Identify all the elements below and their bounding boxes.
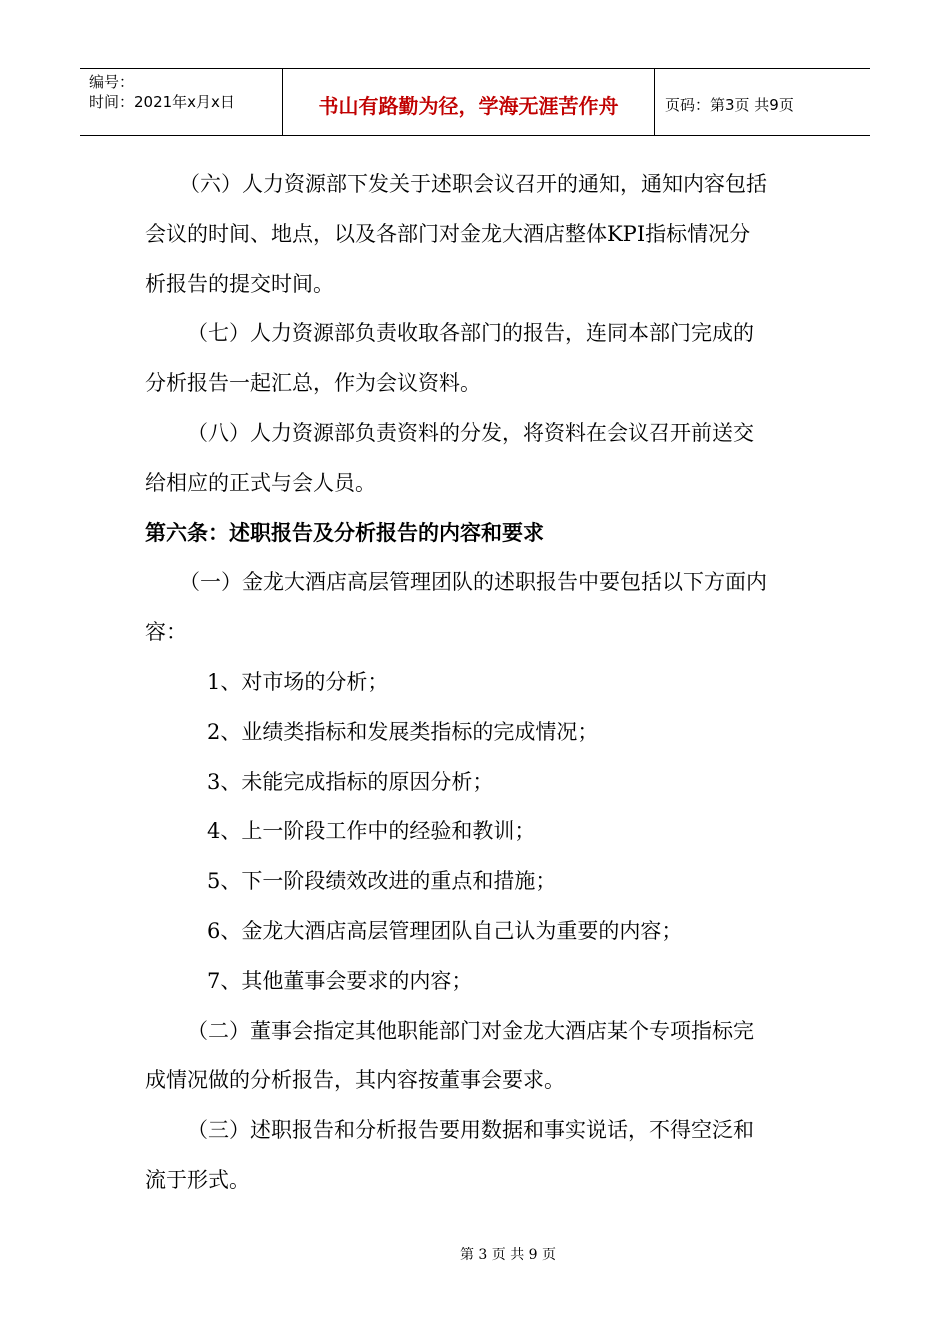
list-item: 5、下一阶段绩效改进的重点和措施； xyxy=(207,869,557,894)
paragraph-line: 容： xyxy=(145,620,187,645)
list-item: 4、上一阶段工作中的经验和教训； xyxy=(207,819,536,844)
header-page-indicator: 页码：第3页 共9页 xyxy=(665,95,794,114)
list-item: 7、其他董事会要求的内容； xyxy=(207,968,473,993)
paragraph-line: （三）述职报告和分析报告要用数据和事实说话，不得空泛和 xyxy=(187,1118,754,1143)
list-item: 3、未能完成指标的原因分析； xyxy=(207,769,494,794)
list-item: 1、对市场的分析； xyxy=(207,669,389,694)
paragraph-line: （一）金龙大酒店高层管理团队的述职报告中要包括以下方面内 xyxy=(179,570,767,595)
paragraph-line: （七）人力资源部负责收取各部门的报告，连同本部门完成的 xyxy=(187,321,754,346)
list-item: 6、金龙大酒店高层管理团队自己认为重要的内容； xyxy=(207,918,683,943)
list-item: 2、业绩类指标和发展类指标的完成情况； xyxy=(207,719,599,744)
paragraph-line: 会议的时间、地点，以及各部门对金龙大酒店整体KPI指标情况分 xyxy=(145,221,751,246)
paragraph-line: 流于形式。 xyxy=(145,1167,250,1192)
paragraph-line: 析报告的提交时间。 xyxy=(145,271,334,296)
document-body xyxy=(145,160,810,1206)
header-motto: 书山有路勤为径，学海无涯苦作舟 xyxy=(283,69,655,135)
paragraph-line: （六）人力资源部下发关于述职会议召开的通知，通知内容包括 xyxy=(179,172,767,196)
paragraph-line: （二）董事会指定其他职能部门对金龙大酒店某个专项指标完 xyxy=(187,1018,754,1043)
header-meta-cell xyxy=(80,69,283,135)
section-heading: 第六条：述职报告及分析报告的内容和要求 xyxy=(145,520,544,545)
paragraph-line: 给相应的正式与会人员。 xyxy=(145,470,376,495)
paragraph-line: 分析报告一起汇总，作为会议资料。 xyxy=(145,371,481,396)
document-number-label: 编号： xyxy=(89,73,135,91)
paragraph-line: （八）人力资源部负责资料的分发，将资料在会议召开前送交 xyxy=(187,420,754,445)
page-header xyxy=(80,68,870,136)
document-date-label: 时间：2021年x月x日 xyxy=(89,93,235,111)
paragraph-line: 成情况做的分析报告，其内容按董事会要求。 xyxy=(145,1068,565,1093)
page-footer: 第 3 页 共 9 页 xyxy=(459,1247,557,1263)
